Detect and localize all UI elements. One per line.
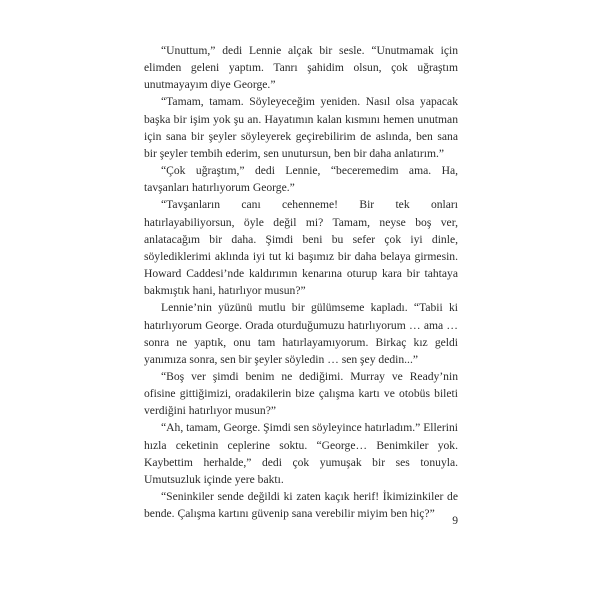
paragraph: “Tavşanların canı cehenneme! Bir tek onları hatırlayabiliyorsun, öyle değil mi? Tamam, neyse boş ver, anlatacağım bir daha. Şimdi beni bu sefer çok iyi dinle, söylediklerimi aklında iyi tut ki başımız bir daha belaya girmesin. Howard Caddesi’nde kaldırımın kenarına oturup kara bir tahtaya bakmıştık hani, hatırlıyor musun?” <box>144 198 458 298</box>
paragraph: “Seninkiler sende değildi ki zaten kaçık herif! İkimizinkiler de bende. Çalışma kartını güvenip sana verebilir miyim ben hiç?” <box>144 490 458 521</box>
body-text <box>144 42 458 522</box>
paragraph: Lennie’nin yüzünü mutlu bir gülümseme kapladı. “Tabii ki hatırlıyorum George. Orada oturduğumuzu hatırlıyorum … ama … sonra ne yaptık, onu tam hatırlayamıyorum. Birkaç kız geldi yanımıza sonra, sen bir şeyler söyledin … sen şey dedin...” <box>144 301 458 366</box>
paragraph: “Boş ver şimdi benim ne dediğimi. Murray ve Ready’nin ofisine gittiğimizi, oradakilerin bize çalışma kartı ve otobüs bileti verdiğini hatırlıyor musun?” <box>144 369 458 418</box>
page-number: 9 <box>452 514 458 527</box>
paragraph: “Çok uğraştım,” dedi Lennie, “beceremedim ama. Ha, tavşanları hatırlıyorum George.” <box>144 164 458 195</box>
paragraph: “Tamam, tamam. Söyleyeceğim yeniden. Nasıl olsa yapacak başka bir işim yok şu an. Hayatımın kalan kısmını hemen unutman için sana bir şeyler söyleyerek geçirebilirim de aslında, ben sana bir şeyler tembih ederim, sen unutursun, ben bir daha anlatırım.” <box>144 95 458 160</box>
paragraph: “Ah, tamam, George. Şimdi sen söyleyince hatırladım.” Ellerini hızla ceketinin ceplerine soktu. “George… Benimkiler yok. Kaybettim herhalde,” dedi çok yumuşak bir ses tonuyla. Umutsuzluk içinde yere baktı. <box>144 421 458 486</box>
paragraph: “Unuttum,” dedi Lennie alçak bir sesle. “Unutmamak için elimden geleni yaptım. Tanrı şahidim olsun, çok uğraştım unutmayayım diye George.” <box>144 44 458 92</box>
